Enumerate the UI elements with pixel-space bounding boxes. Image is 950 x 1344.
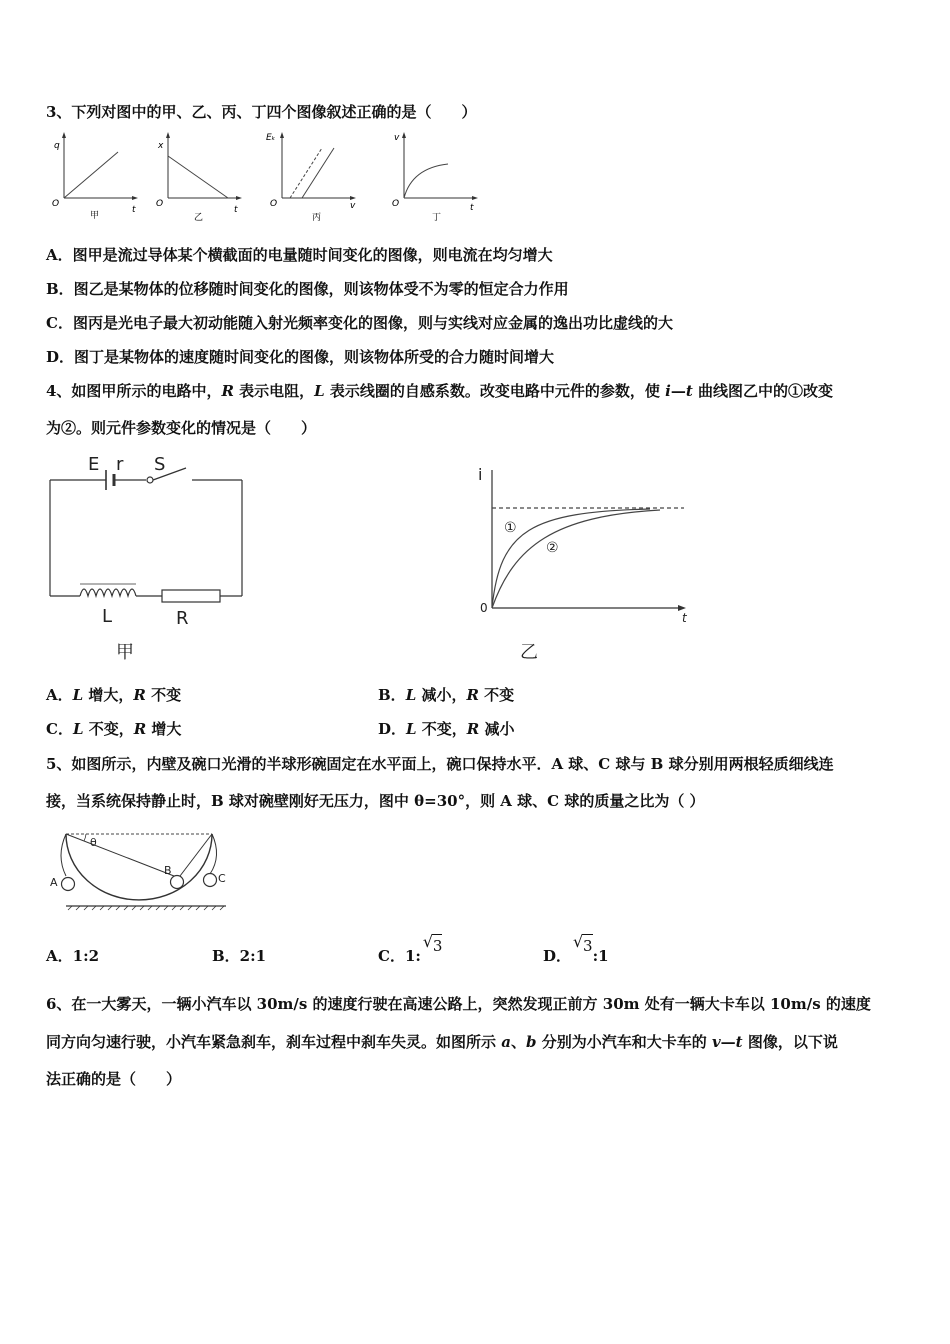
q3-option-c: C．图丙是光电子最大初动能随入射光频率变化的图像，则与实线对应金属的逸出功比虚线的大 [46, 314, 673, 332]
q5-option-d: D． √ 3:1 [543, 932, 609, 965]
circuit-l-label: L [102, 606, 113, 627]
graph-bing-cap: 丙 [312, 213, 322, 223]
graph-origin: 0 [480, 601, 488, 615]
q4-stem-line2: 为②。则元件参数变化的情况是（ ） [46, 419, 317, 437]
circuit-r-label: r [116, 454, 124, 475]
graph-label-2: ② [546, 540, 559, 556]
circuit-s-label: S [154, 454, 166, 475]
q4-option-c: C．L 不变，R 增大 [46, 720, 182, 738]
bowl-arc [66, 834, 212, 900]
graph-ding-cap: 丁 [432, 213, 442, 223]
graph-x-label: t [682, 611, 687, 625]
graph-bing-dashed [290, 148, 322, 198]
graph-yi-cap: 乙 [194, 213, 204, 223]
graph-yi-o: O [156, 199, 164, 209]
graph-ding-o: O [392, 199, 400, 209]
graph-ding-curve [404, 164, 448, 198]
q5-stem-line1: 5、如图所示，内壁及碗口光滑的半球形碗固定在水平面上，碗口保持水平．A 球、C 球与 B 球分别用两根轻质细线连 [46, 755, 834, 773]
graph-curve-2 [492, 510, 660, 608]
graph-yi [156, 132, 242, 223]
graph-jia-y: q [54, 141, 60, 151]
graph-yi-line [168, 156, 228, 198]
graph-jia-cap: 甲 [90, 211, 100, 221]
ball-c [204, 874, 217, 887]
graph-bing-x: v [350, 201, 356, 211]
q4-circuit [46, 450, 256, 670]
ball-b [171, 876, 184, 889]
label-a: A [50, 876, 58, 889]
q3-option-b: B．图乙是某物体的位移随时间变化的图像，则该物体受不为零的恒定合力作用 [46, 280, 569, 298]
q3-option-d: D．图丁是某物体的速度随时间变化的图像，则该物体所受的合力随时间增大 [46, 348, 555, 366]
graph-yi-x: t [234, 205, 238, 215]
q5-stem-line2: 接，当系统保持静止时，B 球对碗壁刚好无压力，图中 θ=30°，则 A 球、C 球的质量之比为（ ） [46, 792, 705, 810]
graph-y-label: i [478, 465, 483, 484]
graph-caption: 乙 [520, 642, 538, 663]
q3-graphs [46, 128, 486, 228]
graph-yi-y: x [158, 141, 164, 151]
label-b: B [164, 864, 172, 877]
label-c: C [218, 872, 226, 885]
graph-jia [52, 132, 138, 221]
sqrt-3-d: 3 [583, 937, 593, 955]
q6-stem-line3: 法正确的是（ ） [46, 1070, 182, 1088]
graph-bing [266, 132, 356, 223]
circuit-caption: 甲 [116, 642, 134, 663]
q4-graph [470, 460, 700, 670]
q5-option-c: C．1: √ 3 [378, 932, 443, 965]
q5-option-b: B．2:1 [212, 947, 267, 965]
q6-stem-line1: 6、在一大雾天，一辆小汽车以 30m/s 的速度行驶在高速公路上，突然发现正前方 30m 处有一辆大卡车以 10m/s 的速度 [46, 995, 871, 1013]
q4-option-d: D．L 不变，R 减小 [378, 720, 515, 738]
q4-option-a: A．L 增大，R 不变 [46, 686, 182, 704]
ball-a [62, 878, 75, 891]
graph-ding-x: t [470, 203, 474, 213]
graph-jia-line [64, 152, 118, 198]
q3-option-a: A．图甲是流过导体某个横截面的电量随时间变化的图像，则电流在均匀增大 [46, 246, 553, 264]
graph-ding-y: v [394, 133, 400, 143]
q6-stem-line2: 同方向匀速行驶，小汽车紧急刹车，刹车过程中刹车失灵。如图所示 a、b 分别为小汽车和大卡车的 v—t 图像，以下说 [46, 1033, 838, 1051]
graph-label-1: ① [504, 520, 517, 536]
graph-ding [392, 132, 478, 223]
q5-option-a: A．1:2 [46, 947, 100, 965]
q5-bowl-figure [46, 826, 246, 916]
q3-stem: 3、下列对图中的甲、乙、丙、丁四个图像叙述正确的是（ ） [46, 103, 477, 121]
q4-option-b: B．L 减小，R 不变 [378, 686, 515, 704]
circuit-r2-label: R [176, 608, 189, 629]
circuit-e-label: E [88, 454, 100, 475]
sqrt-3-c: 3 [432, 937, 443, 955]
q4-stem-line1: 4、如图甲所示的电路中，R 表示电阻，L 表示线圈的自感系数。改变电路中元件的参数，使 i—t 曲线图乙中的①改变 [46, 382, 834, 400]
graph-jia-x: t [132, 205, 136, 215]
label-theta: θ [90, 836, 97, 849]
graph-bing-solid [302, 148, 334, 198]
graph-bing-y: Eₖ [266, 133, 276, 143]
graph-jia-o: O [52, 199, 60, 209]
graph-bing-o: O [270, 199, 278, 209]
